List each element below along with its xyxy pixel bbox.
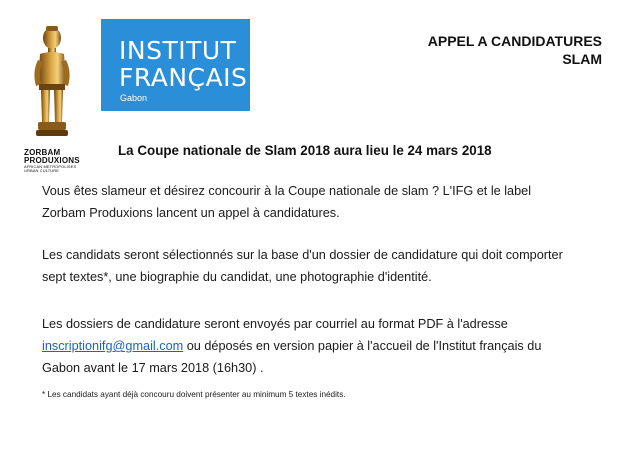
document-heading [428,32,602,68]
paragraph-2-line-1: Les candidats seront sélectionnés sur la base d'un dossier de candidature qui doit comporter [42,248,563,262]
zorbam-name: ZORBAM PRODUXIONS [24,148,80,165]
if-logo-line1: INSTITUT [119,36,237,65]
paragraph-1-line-1: Vous êtes slameur et désirez concourir à la Coupe nationale de slam ? L'IFG et le label [42,184,532,198]
paragraph-2-line-2: sept textes*, une biographie du candidat, une photographie d'identité. [42,270,432,284]
if-logo-sub: Gabon [120,93,148,103]
paragraph-3 [42,313,602,379]
zorbam-logo-text [24,149,94,173]
zorbam-tagline-1: AFRICAN METROPOLISES [24,164,77,169]
if-logo-line2: FRANÇAIS [119,63,248,92]
paragraph-2 [42,244,602,288]
document-title: La Coupe nationale de Slam 2018 aura lieu le 24 mars 2018 [118,143,492,158]
heading-line2: SLAM [562,51,602,67]
paragraph-1-line-2: Zorbam Produxions lancent un appel à candidatures. [42,206,340,220]
paragraph-3-line-2-text: ou déposés en version papier à l'accueil de l'Institut français du [183,339,542,353]
statuette-icon [28,22,76,142]
email-link[interactable]: inscriptionifg@gmail.com [42,339,184,353]
paragraph-3-line-3: Gabon avant le 17 mars 2018 (16h30) . [42,361,264,375]
paragraph-3-line-1: Les dossiers de candidature seront envoyés par courriel au format PDF à l'adresse [42,317,508,331]
paragraph-1 [42,180,602,224]
heading-line1: APPEL A CANDIDATURES [427,33,602,49]
paragraph-3-line-2 [42,335,602,357]
footnote: * Les candidats ayant déjà concouru doivent présenter au minimum 5 textes inédits. [42,390,346,399]
institut-francais-logo [101,19,250,111]
zorbam-tagline-2: URBAN CULTURE [24,168,60,173]
